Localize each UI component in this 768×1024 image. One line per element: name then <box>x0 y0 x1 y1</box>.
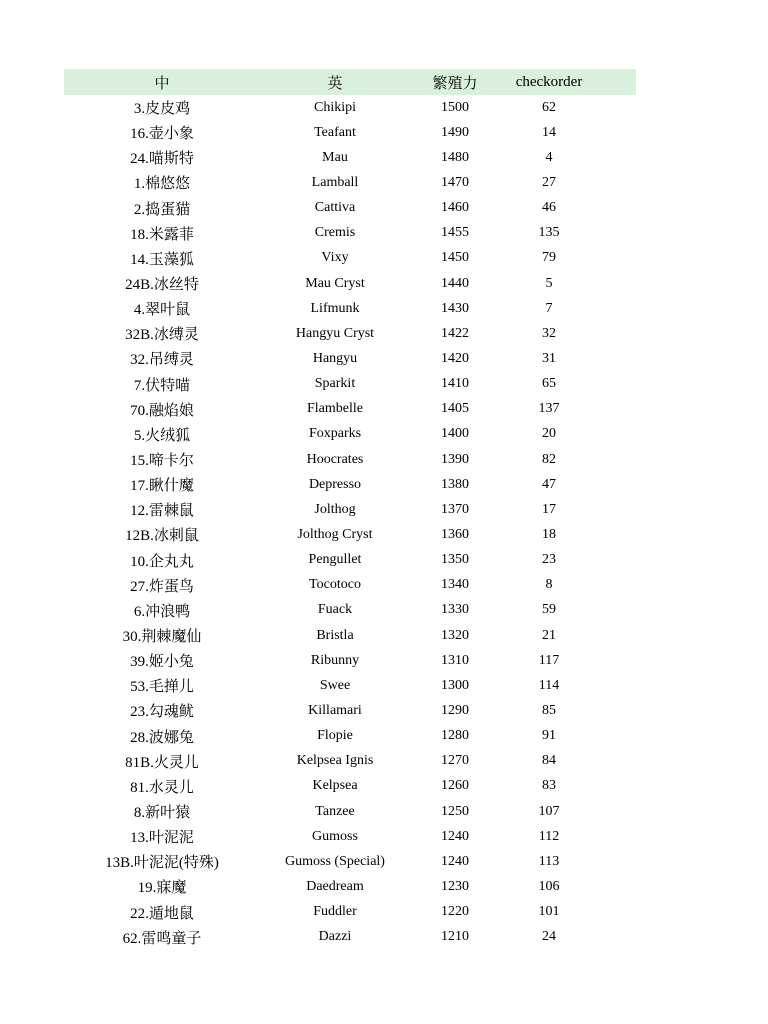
cell-checkorder[interactable] <box>500 527 636 543</box>
cell-checkorder[interactable] <box>500 225 636 241</box>
cell-checkorder-value: 79 <box>542 250 556 266</box>
table-header-row <box>64 69 636 95</box>
cell-chinese-name[interactable]: 2.捣蛋猫 <box>133 201 191 218</box>
cell-fertility[interactable]: 1270 <box>441 753 469 769</box>
table-row <box>64 749 636 774</box>
table-row <box>64 271 636 296</box>
cell-checkorder[interactable] <box>500 351 636 367</box>
table-row <box>64 648 636 673</box>
cell-checkorder-value: 135 <box>538 225 560 241</box>
table-row <box>64 221 636 246</box>
table-row <box>64 824 636 849</box>
cell-checkorder-value: 21 <box>542 627 556 643</box>
cell-chinese-name[interactable]: 24B.冰丝特 <box>125 277 199 294</box>
cell-checkorder[interactable] <box>500 804 636 820</box>
header-english-name[interactable]: 英 <box>327 75 343 92</box>
cell-english-name[interactable]: Lifmunk <box>310 300 360 316</box>
cell-english-name[interactable]: Killamari <box>308 702 362 718</box>
table-row <box>64 346 636 371</box>
cell-chinese-name[interactable]: 53.毛掸儿 <box>130 679 194 696</box>
cell-english-name[interactable]: Foxparks <box>308 426 362 442</box>
cell-english-name[interactable]: Depresso <box>308 476 362 492</box>
cell-fertility[interactable]: 1220 <box>441 904 469 920</box>
table-row <box>64 573 636 598</box>
cell-checkorder[interactable] <box>500 653 636 669</box>
cell-checkorder-value: 17 <box>542 501 556 517</box>
table-row <box>64 372 636 397</box>
cell-english-name[interactable]: Hoocrates <box>306 451 364 467</box>
cell-english-name[interactable]: Jolthog <box>314 501 356 517</box>
table-row <box>64 422 636 447</box>
cell-chinese-name[interactable]: 32B.冰缚灵 <box>125 327 199 344</box>
cell-checkorder[interactable] <box>500 376 636 392</box>
cell-checkorder[interactable] <box>500 728 636 744</box>
cell-checkorder[interactable] <box>500 125 636 141</box>
header-checkorder[interactable] <box>500 74 636 91</box>
cell-chinese-name[interactable]: 13B.叶泥泥(特殊) <box>105 855 219 872</box>
cell-fertility[interactable]: 1360 <box>441 526 469 542</box>
cell-english-name[interactable]: Daedream <box>306 878 364 894</box>
cell-checkorder[interactable] <box>500 426 636 442</box>
cell-fertility[interactable]: 1460 <box>441 200 469 216</box>
cell-chinese-name[interactable]: 13.叶泥泥 <box>130 830 194 847</box>
cell-checkorder[interactable] <box>500 577 636 593</box>
cell-english-name[interactable]: Jolthog Cryst <box>297 526 373 542</box>
cell-english-name[interactable]: Fuack <box>317 602 353 618</box>
cell-checkorder-value: 137 <box>538 401 560 417</box>
cell-fertility[interactable]: 1230 <box>441 878 469 894</box>
table-row <box>64 598 636 623</box>
table-row <box>64 849 636 874</box>
table-row <box>64 900 636 925</box>
cell-checkorder-value: 8 <box>545 577 553 593</box>
cell-checkorder[interactable] <box>500 829 636 845</box>
cell-english-name[interactable]: Lamball <box>311 174 359 190</box>
cell-chinese-name[interactable]: 1.棉悠悠 <box>133 176 191 193</box>
cell-fertility[interactable]: 1455 <box>441 225 469 241</box>
cell-fertility[interactable]: 1280 <box>441 728 469 744</box>
cell-checkorder[interactable] <box>500 778 636 794</box>
table-row <box>64 623 636 648</box>
cell-checkorder[interactable] <box>500 100 636 116</box>
cell-checkorder[interactable] <box>500 477 636 493</box>
table-row <box>64 397 636 422</box>
cell-checkorder[interactable] <box>500 276 636 292</box>
cell-english-name[interactable]: Dazzi <box>318 929 352 945</box>
cell-chinese-name[interactable]: 28.波娜兔 <box>130 729 194 746</box>
header-checkorder-label: checkorder <box>515 73 583 90</box>
table-row <box>64 447 636 472</box>
cell-chinese-name[interactable]: 22.遁地鼠 <box>130 905 194 922</box>
cell-checkorder-value: 46 <box>542 200 556 216</box>
cell-english-name[interactable]: Cremis <box>314 225 356 241</box>
cell-english-name[interactable]: Bristla <box>316 627 354 643</box>
table-row <box>64 170 636 195</box>
cell-chinese-name[interactable]: 30.荆棘魔仙 <box>122 629 202 646</box>
cell-checkorder-value: 82 <box>542 451 556 467</box>
cell-fertility[interactable]: 1310 <box>441 652 469 668</box>
cell-checkorder[interactable] <box>500 502 636 518</box>
cell-chinese-name[interactable]: 8.新叶猿 <box>133 805 191 821</box>
cell-chinese-name[interactable]: 7.伏特喵 <box>133 377 191 394</box>
table-row <box>64 774 636 799</box>
cell-english-name[interactable]: Gumoss <box>312 828 358 844</box>
cell-checkorder[interactable] <box>500 602 636 618</box>
cell-fertility[interactable]: 1320 <box>441 627 469 643</box>
cell-checkorder[interactable] <box>500 703 636 719</box>
table-row <box>64 196 636 221</box>
cell-fertility[interactable]: 1210 <box>441 929 469 945</box>
cell-chinese-name[interactable]: 5.火绒狐 <box>133 427 191 444</box>
cell-english-name[interactable]: Chikipi <box>313 99 356 115</box>
table-body <box>64 95 636 950</box>
cell-chinese-name[interactable]: 39.姬小兔 <box>130 654 194 671</box>
cell-fertility[interactable]: 1420 <box>441 350 469 366</box>
cell-english-name[interactable]: Mau Cryst <box>305 275 365 291</box>
cell-chinese-name[interactable]: 12.雷棘鼠 <box>130 503 194 520</box>
cell-chinese-name[interactable]: 32.吊缚灵 <box>130 352 194 369</box>
cell-checkorder-value: 20 <box>542 426 556 442</box>
table-row <box>64 120 636 145</box>
cell-checkorder-value: 14 <box>542 124 556 140</box>
cell-fertility[interactable]: 1290 <box>441 702 469 718</box>
cell-chinese-name[interactable]: 4.翠叶鼠 <box>133 302 191 319</box>
cell-fertility[interactable]: 1390 <box>441 451 469 467</box>
cell-chinese-name[interactable]: 16.壶小象 <box>130 126 194 143</box>
cell-chinese-name[interactable]: 24.喵斯特 <box>130 151 194 168</box>
cell-checkorder[interactable] <box>500 879 636 895</box>
cell-chinese-name[interactable]: 81B.火灵儿 <box>125 754 199 771</box>
cell-checkorder-value: 114 <box>538 677 560 693</box>
cell-checkorder-value: 112 <box>538 828 560 844</box>
cell-fertility[interactable]: 1440 <box>441 275 469 291</box>
cell-fertility[interactable]: 1470 <box>441 174 469 190</box>
cell-checkorder[interactable] <box>500 854 636 870</box>
cell-fertility[interactable]: 1300 <box>441 677 469 693</box>
cell-chinese-name[interactable]: 19.寐魔 <box>137 880 187 897</box>
cell-checkorder[interactable] <box>500 175 636 191</box>
cell-checkorder-value: 101 <box>538 904 560 920</box>
cell-fertility[interactable]: 1350 <box>441 552 469 568</box>
cell-checkorder-value: 24 <box>542 929 556 945</box>
cell-english-name[interactable]: Mau <box>322 149 348 165</box>
cell-english-name[interactable]: Ribunny <box>310 652 360 668</box>
spreadsheet-table <box>64 69 636 950</box>
table-row <box>64 673 636 698</box>
cell-english-name[interactable]: Tocotoco <box>309 577 361 593</box>
cell-chinese-name[interactable]: 3.皮皮鸡 <box>133 101 191 118</box>
table-row <box>64 724 636 749</box>
cell-checkorder-value: 27 <box>542 174 556 190</box>
cell-checkorder-value: 18 <box>542 526 556 542</box>
cell-chinese-name[interactable]: 81.水灵儿 <box>130 779 194 796</box>
table-row <box>64 799 636 824</box>
header-fertility[interactable]: 繁殖力 <box>432 75 478 92</box>
cell-english-name[interactable]: Hangyu Cryst <box>295 325 375 341</box>
cell-english-name[interactable]: Vixy <box>321 250 349 266</box>
cell-chinese-name[interactable]: 17.瞅什魔 <box>130 478 194 495</box>
cell-fertility[interactable]: 1430 <box>441 300 469 316</box>
table-row <box>64 95 636 120</box>
cell-english-name[interactable]: Gumoss (Special) <box>285 853 385 869</box>
cell-fertility[interactable]: 1380 <box>441 476 469 492</box>
cell-checkorder[interactable] <box>500 552 636 568</box>
table-row <box>64 698 636 723</box>
cell-checkorder[interactable] <box>500 628 636 644</box>
cell-english-name[interactable]: Swee <box>319 677 351 693</box>
cell-checkorder[interactable] <box>500 904 636 920</box>
cell-english-name[interactable]: Cattiva <box>314 200 356 216</box>
cell-checkorder[interactable] <box>500 200 636 216</box>
cell-checkorder[interactable] <box>500 401 636 417</box>
cell-checkorder-value: 59 <box>542 602 556 618</box>
cell-english-name[interactable]: Flambelle <box>307 401 363 417</box>
header-chinese-name[interactable]: 中 <box>154 75 170 92</box>
cell-checkorder-value: 47 <box>542 476 556 492</box>
cell-checkorder-value: 113 <box>538 853 560 869</box>
cell-english-name[interactable]: Kelpsea Ignis <box>296 753 374 769</box>
cell-checkorder-value: 32 <box>542 325 556 341</box>
cell-chinese-name[interactable]: 70.融焰娘 <box>130 402 194 419</box>
table-row <box>64 246 636 271</box>
cell-fertility[interactable]: 1250 <box>441 803 469 819</box>
cell-checkorder-value: 83 <box>542 778 556 794</box>
cell-fertility[interactable]: 1340 <box>441 577 469 593</box>
table-row <box>64 145 636 170</box>
cell-checkorder-value: 117 <box>538 652 560 668</box>
cell-checkorder-value: 31 <box>542 350 556 366</box>
cell-english-name[interactable]: Pengullet <box>308 552 362 568</box>
cell-chinese-name[interactable]: 27.炸蛋鸟 <box>130 578 194 595</box>
cell-checkorder-value: 84 <box>542 753 556 769</box>
table-row <box>64 497 636 522</box>
cell-fertility[interactable]: 1500 <box>441 99 469 115</box>
cell-checkorder-value: 62 <box>542 99 556 115</box>
table-row <box>64 472 636 497</box>
cell-chinese-name[interactable]: 23.勾魂鱿 <box>130 704 194 721</box>
cell-fertility[interactable]: 1260 <box>441 778 469 794</box>
cell-chinese-name[interactable]: 10.企丸丸 <box>130 553 194 570</box>
cell-fertility[interactable]: 1410 <box>441 376 469 392</box>
cell-checkorder[interactable] <box>500 753 636 769</box>
cell-checkorder-value: 106 <box>538 878 560 894</box>
cell-checkorder[interactable] <box>500 250 636 266</box>
cell-fertility[interactable]: 1240 <box>441 853 469 869</box>
cell-checkorder-value: 85 <box>542 702 556 718</box>
cell-english-name[interactable]: Fuddler <box>313 904 357 920</box>
cell-checkorder-value: 7 <box>545 300 553 316</box>
cell-fertility[interactable]: 1370 <box>441 501 469 517</box>
cell-fertility[interactable]: 1405 <box>441 401 469 417</box>
cell-chinese-name[interactable]: 14.玉藻狐 <box>130 251 194 268</box>
cell-checkorder[interactable] <box>500 150 636 166</box>
cell-checkorder[interactable] <box>500 301 636 317</box>
cell-fertility[interactable]: 1422 <box>441 325 469 341</box>
cell-english-name[interactable]: Flopie <box>317 728 353 744</box>
table-row <box>64 548 636 573</box>
cell-fertility[interactable]: 1480 <box>441 149 469 165</box>
table-row <box>64 321 636 346</box>
cell-chinese-name[interactable]: 15.啼卡尔 <box>130 453 194 470</box>
cell-fertility[interactable]: 1400 <box>441 426 469 442</box>
cell-checkorder-value: 5 <box>545 275 553 291</box>
cell-english-name[interactable]: Hangyu <box>312 350 358 366</box>
cell-checkorder-value: 91 <box>542 728 556 744</box>
cell-fertility[interactable]: 1450 <box>441 250 469 266</box>
table-row <box>64 925 636 950</box>
cell-english-name[interactable]: Teafant <box>314 124 356 140</box>
table-row <box>64 296 636 321</box>
cell-checkorder[interactable] <box>500 326 636 342</box>
cell-english-name[interactable]: Kelpsea <box>312 778 358 794</box>
cell-checkorder[interactable] <box>500 678 636 694</box>
cell-checkorder[interactable] <box>500 929 636 945</box>
table-row <box>64 522 636 547</box>
cell-checkorder-value: 107 <box>538 803 560 819</box>
cell-chinese-name[interactable]: 62.雷鸣童子 <box>122 930 202 947</box>
cell-chinese-name[interactable]: 12B.冰刺鼠 <box>125 528 199 545</box>
cell-fertility[interactable]: 1490 <box>441 124 469 140</box>
cell-chinese-name[interactable]: 6.冲浪鸭 <box>133 603 191 620</box>
table-row <box>64 874 636 899</box>
cell-checkorder-value: 65 <box>542 376 556 392</box>
cell-fertility[interactable]: 1330 <box>441 602 469 618</box>
cell-checkorder-value: 4 <box>545 149 553 165</box>
cell-checkorder[interactable] <box>500 452 636 468</box>
cell-fertility[interactable]: 1240 <box>441 828 469 844</box>
cell-chinese-name[interactable]: 18.米露菲 <box>130 226 194 243</box>
cell-english-name[interactable]: Sparkit <box>314 376 356 392</box>
cell-checkorder-value: 23 <box>542 552 556 568</box>
cell-english-name[interactable]: Tanzee <box>315 803 355 819</box>
